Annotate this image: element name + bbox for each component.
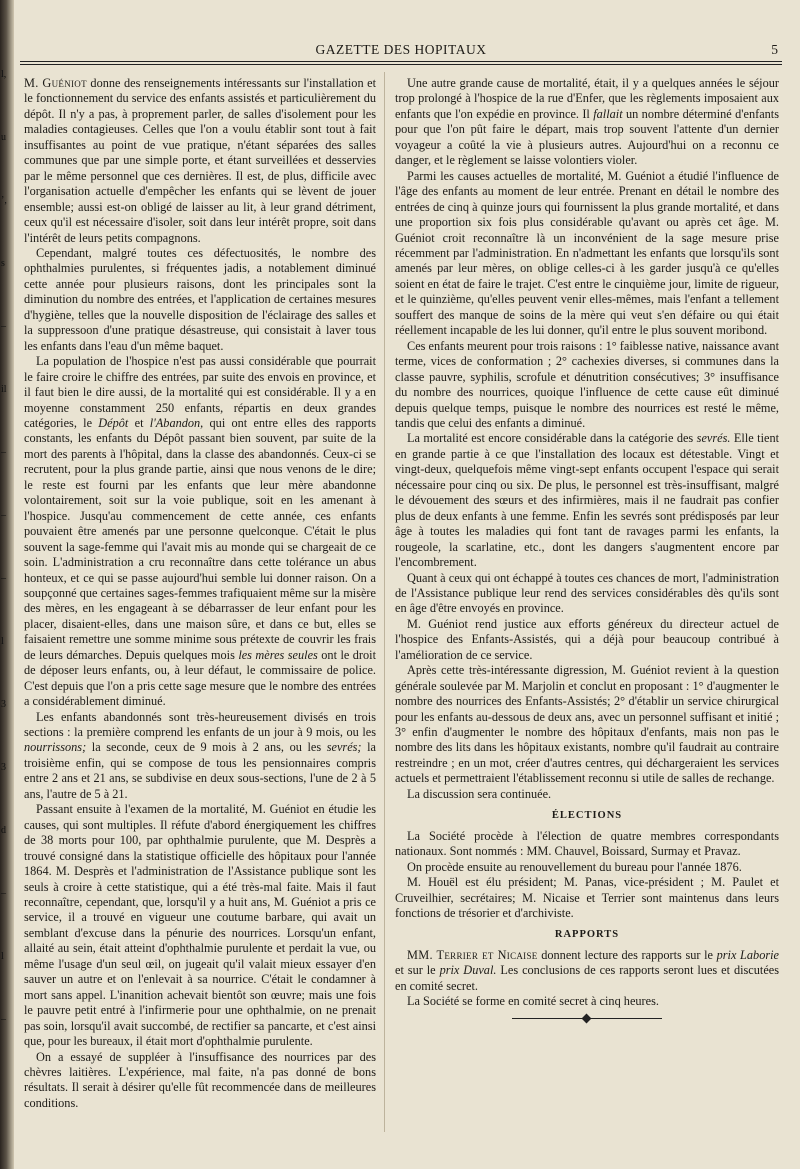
edge-mark: 3 [1,762,6,773]
journal-title: GAZETTE DES HOPITAUX [315,42,487,57]
paragraph-text: la troisième enfin, qui se compose de tous les pensionnaires compris entre 2 ans et 21 ans, se subdivise en deux sous-sections, l'une de 2 à 5 ans, l'autre de 5 à 21. [24,740,376,801]
paragraph-text: Les conclusions de ces rapports seront lues et discutées en comité secret. [395,963,780,993]
edge-mark: – [1,888,6,899]
section-heading-elections: ÉLECTIONS [551,810,623,822]
page-number: 5 [771,42,778,57]
paragraph-text: Les enfants abandonnés sont très-heureusement divisés en trois sections : la première comprend les enfants de un jour à 9 mois, ou les [24,709,376,740]
edge-mark: – [1,321,6,332]
paragraph: Quant à ceux qui ont échappé à toutes ces chances de mort, l'administration de l'Assistance publique leur rend des services considérables dès qu'ils sont en âge d'être envoyés en province. [395,570,779,616]
left-column [24,76,376,1111]
paragraph-text: qui ont entre elles des rapports constants, les enfants du Dépôt passant bien souvent, par suite de la mort des parents à l'hôpital, dans la classe des abandonnés. Ceux-ci se recrutent, pour la plus grande partie, ainsi que nous venons de le dire; le reste est fourni par les enfants que leur mère abandonne volontairement, soit sur la voie publique, soit en les amenant à l'hospice. Jusqu'au commencement de cette année, ces enfants pouvaient être amenés par une personne quelconque. C'était le plus souvent la sage-femme qui l'avait mis au monde qui se chargeait de ce soin. L'administration a cru reconnaître dans cette tolérance un abus honteux, et ce qui se passe aujourd'hui semble lui donner raison. On a soupçonné que certaines sages-femmes trafiquaient même sur la misère des mères, en les engageant à se débarrasser de leur enfant pour les placer, disaient-elles, dans une maison sûre, et dans ce but, elles se faisaient remettre une somme minime sous prétexte de couvrir les frais de leurs démarches. Depuis quelques mois [24,415,376,662]
edge-mark: u [1,132,6,143]
paragraph: On procède ensuite au renouvellement du bureau pour l'année 1876. [407,859,742,874]
edge-mark: s [1,258,5,269]
paragraph-text: et [134,415,144,430]
edge-mark: l [1,636,4,647]
paragraph [395,76,779,169]
paragraph: Après cette très-intéressante digression, M. Guéniot revient à la question générale soulevée par M. Marjolin et conclut en proposant : 1° d'augmenter le nombre des nourrices des Enfants-Assistés; 2° d'établir un service chirurgical pour les enfants au-dessous de deux ans, avec un personnel suffisant et initié ; 3° enfin d'augmenter le nombre des hôpitaux d'enfants, mais non pas le nombre des lits dans les hôpitaux existants, nombre qu'il faudrait au contraire restreindre ; en un mot, créer d'autres centres, qui déchargeraient les services actuels et permettraient l'établissement reconnu si utile de salles de rechange. [395,663,779,786]
paragraph-text: La mortalité est encore considérable dans la catégorie des [407,431,694,446]
paragraph [24,710,376,803]
paragraph: Cependant, malgré toutes ces défectuosités, le nombre des ophthalmies purulentes, si fréquentes jadis, a notablement diminué cette année pour plusieurs raisons, dont les principales sont la diminution du nombre des entrées, et l'application de certaines mesures d'hygiène, telles que la nouvelle disposition de l'éclairage des salles et la suppressoon d'une pratique désastreuse, qui consistait à laver tous les enfants dans l'eau d'un même baquet. [24,245,376,353]
right-column [395,76,779,1022]
paragraph: On a essayé de suppléer à l'insuffisance des nourrices par des chèvres laitières. L'expérience, mal faite, n'a pas donné de bons résultats. Il serait à désirer qu'elle fût recommencée dans de meilleures conditions. [24,1049,376,1110]
header-rule-top [20,61,782,62]
paragraph: Ces enfants meurent pour trois raisons : 1° faiblesse native, naissance avant terme, vices de conformation ; 2° cachexies diverses, si communes dans la classe pauvre, syphilis, scrofule et dénutrition consécutives; 3° insuffisance du nombre des nourrices, quoique l'influence de cette cause eût diminué depuis quelque temps, puisque le nombre des nourrices est resté le même, tandis que celui des enfants a diminué. [395,338,779,430]
italic-term: nourrissons; [24,740,87,755]
italic-term: Dépôt [98,415,129,430]
paragraph: La Société procède à l'élection de quatre membres correspondants nationaux. Sont nommés : MM. Chauvel, Boissard, Surmay et Pravaz. [395,828,779,859]
paragraph-text: un nombre déterminé d'enfants pour que l'on pût faire le départ, mais trop souvent l'attente d'un dernier voyageur a coûté la vie à plusieurs autres. Aujourd'hui on a reconnu ce danger, et le règlement se laisse volontiers violer. [395,106,780,168]
paragraph: Passant ensuite à l'examen de la mortalité, M. Guéniot en étudie les causes, qui sont multiples. Il réfute d'abord énergiquement les chiffres de 38 morts pour 100, par ophthalmie purulente, que M. Desprès a trouvé consigné dans la statistique officielle des hôpitaux pour l'année 1864. M. Desprès et l'administration de l'Assistance publique sont les seuls à croire à cette statistique, qui a été très-mal faite. Mais il faut reconnaître, cependant, que, lorsqu'il y a huit ans, M. Guéniot a pris ce service, il a trouvé en vigueur une coutume barbare, qui avait un semblant d'excuse dans la pénurie des nourrices. Lorsqu'un enfant, allaité au sein, était atteint d'ophthalmie purulente et perdait la vue, ou même l'usage d'un seul œil, on jugeait qu'il valait mieux essayer d'en sauver un autre et on l'enlevait à sa nourrice. C'était le condamner à mort sans appel. L'inanition achevait bientôt son œuvre; mais une fois le pauvre petit entré à l'infirmerie pour une ophthalmie, on ne prenait pas soin, lorsqu'il avait succombé, de rectifier sa pancarte, et c'est ainsi que, pour les bureaux, il était mort d'ophthalmie purulente. [24,802,376,1049]
italic-term: prix Duval. [439,963,497,978]
edge-mark: 3 [1,699,6,710]
paragraph-text: la seconde, ceux de 9 mois à 2 ans, ou les [91,740,322,755]
italic-term: fallait [593,106,623,121]
edge-mark: – [1,510,6,521]
speaker-name: M. Guéniot [24,76,87,90]
paragraph: M. Guéniot rend justice aux efforts généreux du directeur actuel de l'hospice des Enfants-Assistés, qui a déjà pour beaucoup contribué à l'amélioration de ce service. [395,616,779,662]
speaker-name: MM. Terrier et Nicaise [407,947,538,962]
edge-mark: ’, [1,195,7,206]
edge-mark: il [1,384,7,395]
paragraph [395,431,779,570]
paragraph-text: Une autre grande cause de mortalité, était, il y a quelques années le séjour trop prolongé à l'hospice de la rue d'Enfer, que les règlements imposaient aux enfants que l'on expédie en province. Il [395,76,779,121]
paragraph: La discussion sera continuée. [407,786,552,801]
paragraph [24,76,376,246]
paragraph-text: donnent lecture des rapports sur le [541,947,713,962]
paragraph-text: ont le droit de déposer leurs enfants, ou, à leur défaut, le commissaire de police. C'est depuis que l'on a pris cette sage mesure que le nombre des entrées a considérablement diminué. [24,647,376,709]
paragraph-text: La population de l'hospice n'est pas aussi considérable que pourrait le faire croire le chiffre des entrées, par suite des envois en province, et il faut bien le dire aussi, de la mortalité qui est considérable. Il y a en moyenne constamment 250 enfants, répartis en deux grandes catégories, le [24,354,376,430]
paragraph: M. Houël est élu président; M. Panas, vice-président ; M. Paulet et Cruveilhier, secrétaires; M. Nicaise et Terrier sont maintenus dans leurs fonctions de trésorier et d'archiviste. [395,875,779,921]
running-header [20,40,782,60]
page-binding-edge [0,0,14,1169]
edge-mark: d [1,825,6,836]
italic-term: l'Abandon, [149,415,204,430]
section-heading-rapports: RAPPORTS [554,929,620,941]
paragraph-text: donne des renseignements intéressants sur l'installation et le fonctionnement du service des enfants assistés et particulièrement du dépôt. Il n'y a pas, à proprement parler, de salles d'isolement pour les maladies contagieuses. Celles que l'on a voulu établir sont tout à fait insuffisantes au point de vue pratique, n'étant séparées des salles communes que par une simple porte, et étant surveillées et desservies par le même personnel que ces dernières. Il est, de plus, difficile avec l'organisation actuelle d'empêcher les enfants qui se lèvent de jouer ensemble; aussi est-on obligé de laisser au lit, à leur grand détriment, ceux qu'il est nécessaire d'isoler, soit dans leur intérêt propre, soit dans l'intérêt de leurs petits compagnons. [24,76,376,245]
edge-mark: – [1,447,6,458]
paragraph-text: Elle tient en grande partie à ce que l'installation des locaux est détestable. Vingt et vingt-deux, quelquefois même vingt-sept enfants occupent l'espace qui serait nécessaire pour cinq ou six. De plus, le personnel est très-insuffisant, malgré le dévouement des sœurs et des infirmières, mais il ne faudrait pas confier plus de deux enfants à une femme. Enfin les sevrés sont prédisposés par leur âge à toutes les maladies qui font tant de ravages parmi les enfants, la rougeole, la scarlatine, etc., dont les dangers s'augmentent encore par l'encombrement. [395,431,780,570]
paragraph [395,948,779,994]
edge-mark: l [1,951,4,962]
paragraph: La Société se forme en comité secret à cinq heures. [407,994,659,1009]
paragraph: Parmi les causes actuelles de mortalité, M. Guéniot a étudié l'influence de l'âge des enfants au moment de leur entrée. Prenant en détail le nombre des entrées de cinq à quinze jours qui fournissent la plus grande mortalité, et dans une proportion six fois plus considérable qu'avant ou après cet âge. M. Guéniot croit reconnaître là un inconvénient de la sage mesure prise récemment par l'administration. En n'admettant les enfants que lorsqu'ils sont amenés par leur mères, on oblige celles-ci à les garder jusqu'à ce qu'elles soient en état de faire le trajet. C'est entre le cinquième jour, limite de rigueur, et le quinzième, qu'elles peuvent venir elles-mêmes, mais l'enfant a tellement souffert des manque de soins de la mère qui veut s'en défaire ou qui était réellement incapable de les lui donner, qu'il entre le plus souvent moribond. [395,168,779,338]
column-divider [384,72,385,1132]
italic-term: prix Laborie [716,947,780,962]
edge-mark: – [1,1014,6,1025]
ornament-diamond-icon [582,1013,592,1023]
edge-mark: – [1,573,6,584]
paragraph [24,354,376,709]
italic-term: sevrés; [326,740,362,755]
italic-term: les mères seules [238,647,318,662]
edge-mark: l, [1,69,7,80]
end-ornament [512,1016,662,1022]
paragraph-text: et sur le [395,963,436,978]
header-rule-bottom [20,64,782,65]
italic-term: sevrés. [696,431,731,446]
